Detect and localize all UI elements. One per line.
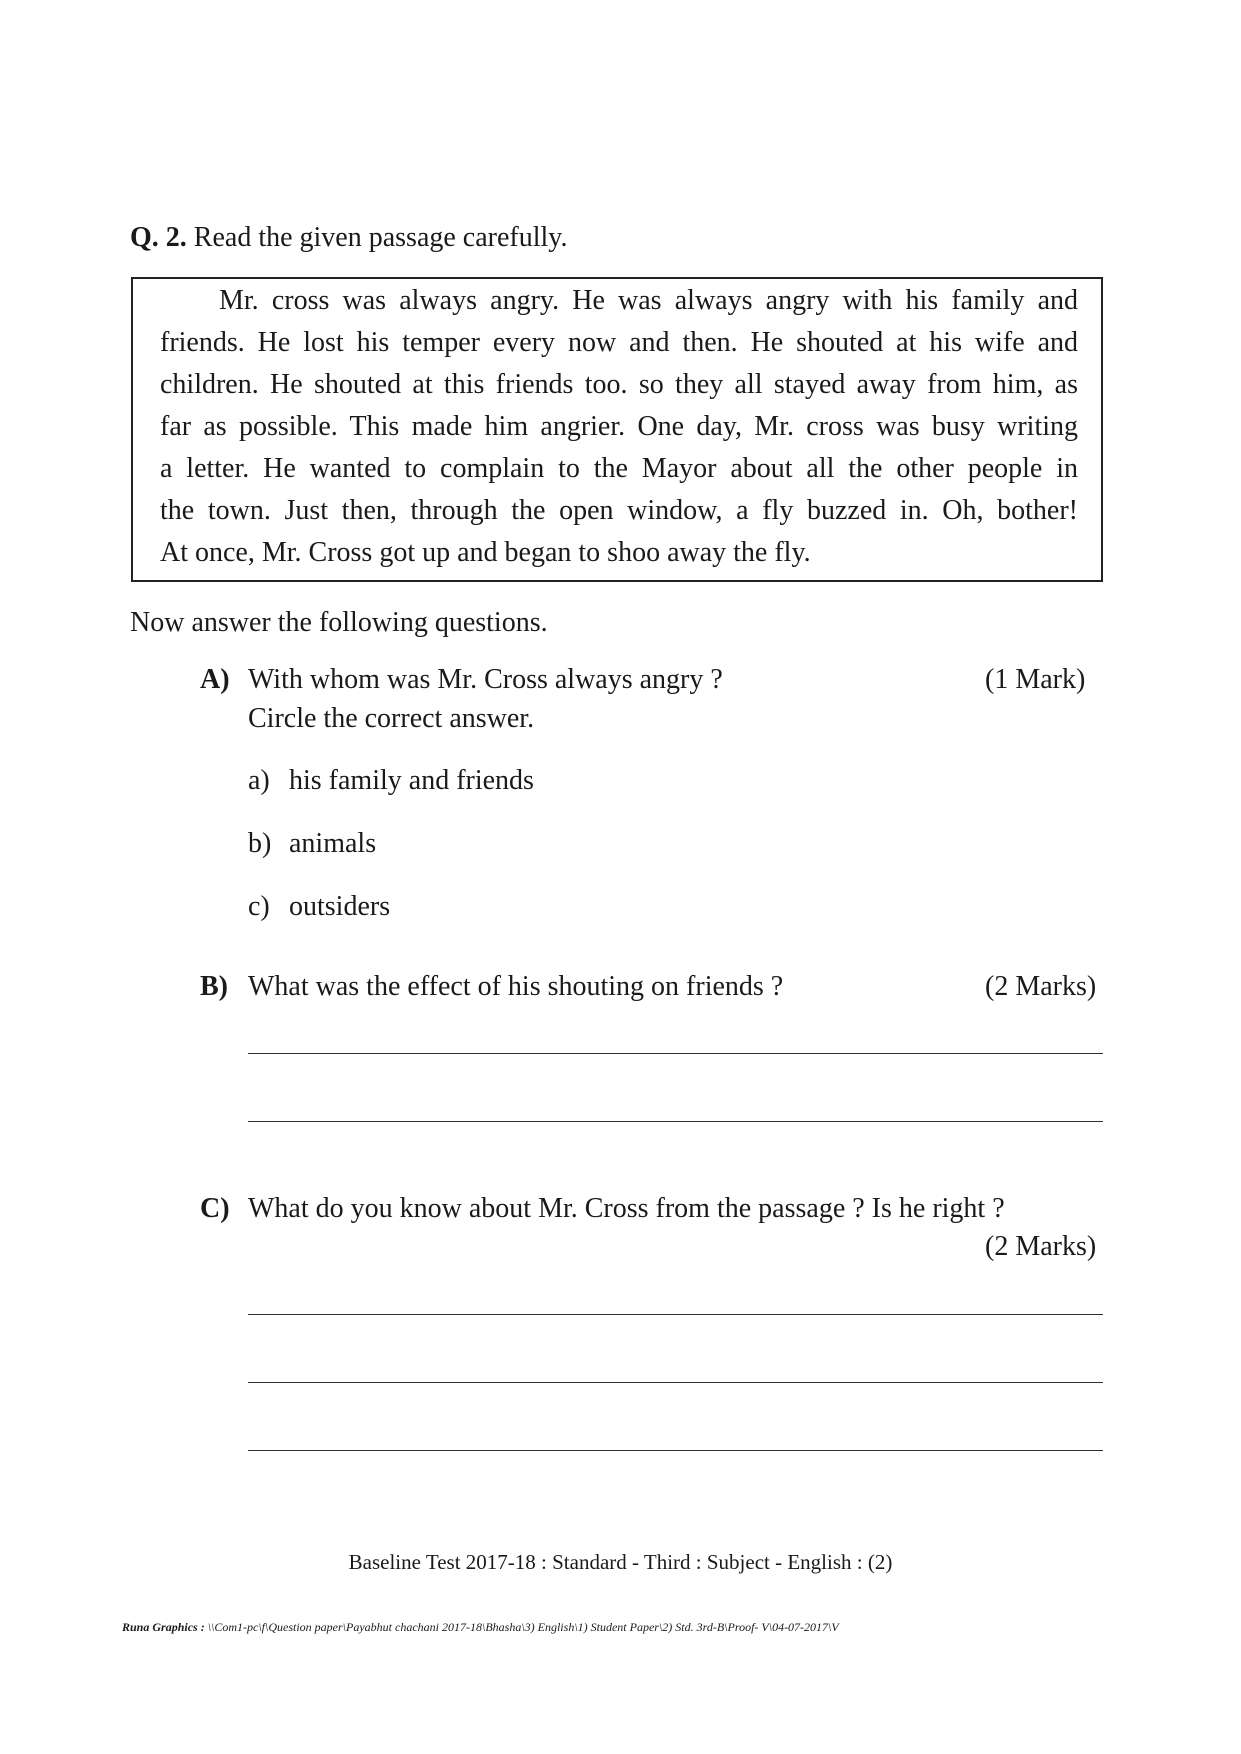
option-letter: b) <box>248 828 272 859</box>
question-heading <box>130 222 567 254</box>
passage-line: Mr. cross was always angry. He was always angry with his family and <box>219 285 1078 316</box>
question-instruction: Read the given passage carefully. <box>193 222 568 253</box>
passage-line: friends. He lost his temper every now and then. He shouted at his wife and <box>160 327 1078 358</box>
passage-line: far as possible. This made him angrier. One day, Mr. cross was busy writing <box>160 411 1078 442</box>
marks-label: (2 Marks) <box>985 1231 1097 1262</box>
option-letter: a) <box>248 765 270 796</box>
credit-path: \\Com1-pc\f\Question paper\Payabhut chachani 2017-18\Bhasha\3) English\1) Student Paper\2) Std. 3rd-B\Proof- V\04-07-2017\V <box>207 1620 839 1634</box>
question-text: With whom was Mr. Cross always angry ? <box>248 664 723 695</box>
page-footer: Baseline Test 2017-18 : Standard - Third : Subject - English : (2) <box>348 1550 893 1574</box>
question-number: Q. 2. <box>130 222 187 253</box>
answer-line[interactable] <box>248 1382 1103 1383</box>
answer-line[interactable] <box>248 1450 1103 1451</box>
option-text: his family and friends <box>289 765 534 796</box>
option-letter: c) <box>248 891 270 922</box>
option-text: animals <box>289 828 377 859</box>
passage-line: At once, Mr. Cross got up and began to shoo away the fly. <box>160 537 811 568</box>
question-text: What do you know about Mr. Cross from the passage ? Is he right ? <box>248 1193 1005 1224</box>
question-subtext: Circle the correct answer. <box>248 703 535 734</box>
question-text: What was the effect of his shouting on friends ? <box>248 971 784 1002</box>
passage-line: children. He shouted at this friends too. so they all stayed away from him, as <box>160 369 1078 400</box>
question-label: B) <box>200 971 228 1002</box>
print-credit <box>122 1620 839 1635</box>
question-label: C) <box>200 1193 230 1224</box>
answer-line[interactable] <box>248 1053 1103 1054</box>
answer-line[interactable] <box>248 1314 1103 1315</box>
marks-label: (2 Marks) <box>985 971 1097 1002</box>
passage-line: a letter. He wanted to complain to the Mayor about all the other people in <box>160 453 1078 484</box>
question-label: A) <box>200 664 230 695</box>
option-text: outsiders <box>289 891 391 922</box>
passage-line: the town. Just then, through the open window, a fly buzzed in. Oh, bother! <box>160 495 1078 526</box>
credit-name: Runa Graphics : <box>122 1620 205 1634</box>
marks-label: (1 Mark) <box>985 664 1086 695</box>
answer-line[interactable] <box>248 1121 1103 1122</box>
answer-instruction: Now answer the following questions. <box>130 607 548 638</box>
